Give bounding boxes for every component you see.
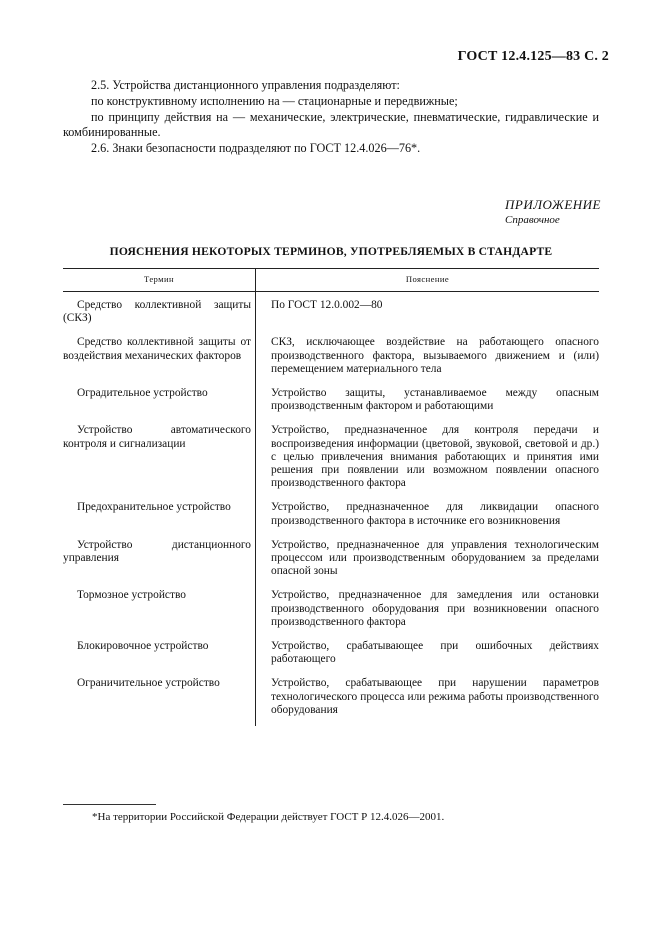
term-cell <box>63 334 256 385</box>
paragraph-by-design: по конструктивному исполнению на — стационарные и передвижные; <box>91 93 458 108</box>
table-row <box>63 385 599 422</box>
term-text: Блокировочное устройство <box>77 640 209 653</box>
term-text: Ограничительное устройство <box>77 677 220 690</box>
table-row <box>63 675 599 726</box>
term-cell <box>63 675 256 726</box>
appendix-label <box>505 197 601 226</box>
term-cell <box>63 422 256 499</box>
explanation-cell: Устройство, срабатывающее при ошибочных действиях работающего <box>271 640 599 666</box>
term-text: Оградительное устройство <box>77 387 208 400</box>
term-cell <box>63 499 256 536</box>
term-cell <box>63 292 256 335</box>
paragraph-by-principle: по принципу действия на — механические, электрические, пневматические, гидравлические и комбинированные. <box>63 109 599 140</box>
term-text: Средство коллективной защиты от воздействия механических факторов <box>63 336 251 362</box>
term-cell <box>63 587 256 638</box>
body-text <box>63 78 599 157</box>
table-row <box>63 292 599 335</box>
term-text: Тормозное устройство <box>77 589 186 602</box>
term-cell <box>63 385 256 422</box>
explanation-cell: Устройство, предназначенное для замедления или остановки производственного оборудования при возникновении опасного производственного фактора <box>271 589 599 628</box>
terms-table <box>63 268 599 726</box>
term-cell <box>63 537 256 588</box>
header-term: Термин <box>63 269 256 292</box>
table-row <box>63 638 599 675</box>
explanation-cell: Устройство, предназначенное для управления технологическим процессом или производственным оборудованием за пределами опасной зоны <box>271 538 599 578</box>
table-row <box>63 499 599 536</box>
paragraph-2-6: 2.6. Знаки безопасности подразделяют по ГОСТ 12.4.026—76*. <box>91 141 421 156</box>
running-head: ГОСТ 12.4.125—83 С. 2 <box>457 49 609 64</box>
footnote: *На территории Российской Федерации действует ГОСТ Р 12.4.026—2001. <box>92 811 445 823</box>
section-title: ПОЯСНЕНИЯ НЕКОТОРЫХ ТЕРМИНОВ, УПОТРЕБЛЯЕМЫХ В СТАНДАРТЕ <box>109 245 553 258</box>
table-row <box>63 587 599 638</box>
appendix-title: ПРИЛОЖЕНИЕ <box>505 197 601 212</box>
term-text: Средство коллективной защиты (СКЗ) <box>63 299 251 325</box>
table-row <box>63 537 599 588</box>
explanation-cell: СКЗ, исключающее воздействие на работающего опасного производственного фактора, вызываемого движением и (или) перемещением материального тела <box>271 336 599 375</box>
explanation-cell: Устройство, срабатывающее при нарушении параметров технологического процесса или режима работы производственного оборудования <box>271 677 599 716</box>
explanation-cell: По ГОСТ 12.0.002—80 <box>271 299 383 311</box>
explanation-cell: Устройство защиты, устанавливаемое между опасным производственным фактором и работающими <box>271 387 599 413</box>
footnote-divider <box>63 804 156 805</box>
term-text: Устройство автоматического контроля и сигнализации <box>63 424 251 450</box>
paragraph-2-5: 2.5. Устройства дистанционного управления подразделяют: <box>91 78 400 92</box>
table-header-row <box>63 269 599 292</box>
term-text: Устройство дистанционного управления <box>63 538 251 565</box>
term-text: Предохранительное устройство <box>77 501 231 514</box>
term-cell <box>63 638 256 675</box>
header-explanation: Пояснение <box>256 269 600 292</box>
explanation-cell: Устройство, предназначенное для контроля передачи и воспроизведения информации (цветовой, звуковой, световой и др.) с целью привлечения внимания работающих и принятия ими решения при появлении или возможном появлении опасного производственного фактора <box>271 424 599 490</box>
table-row <box>63 334 599 385</box>
appendix-subtitle: Справочное <box>505 214 560 226</box>
table-row <box>63 422 599 499</box>
explanation-cell: Устройство, предназначенное для ликвидации опасного производственного фактора в источнике его возникновения <box>271 501 599 527</box>
